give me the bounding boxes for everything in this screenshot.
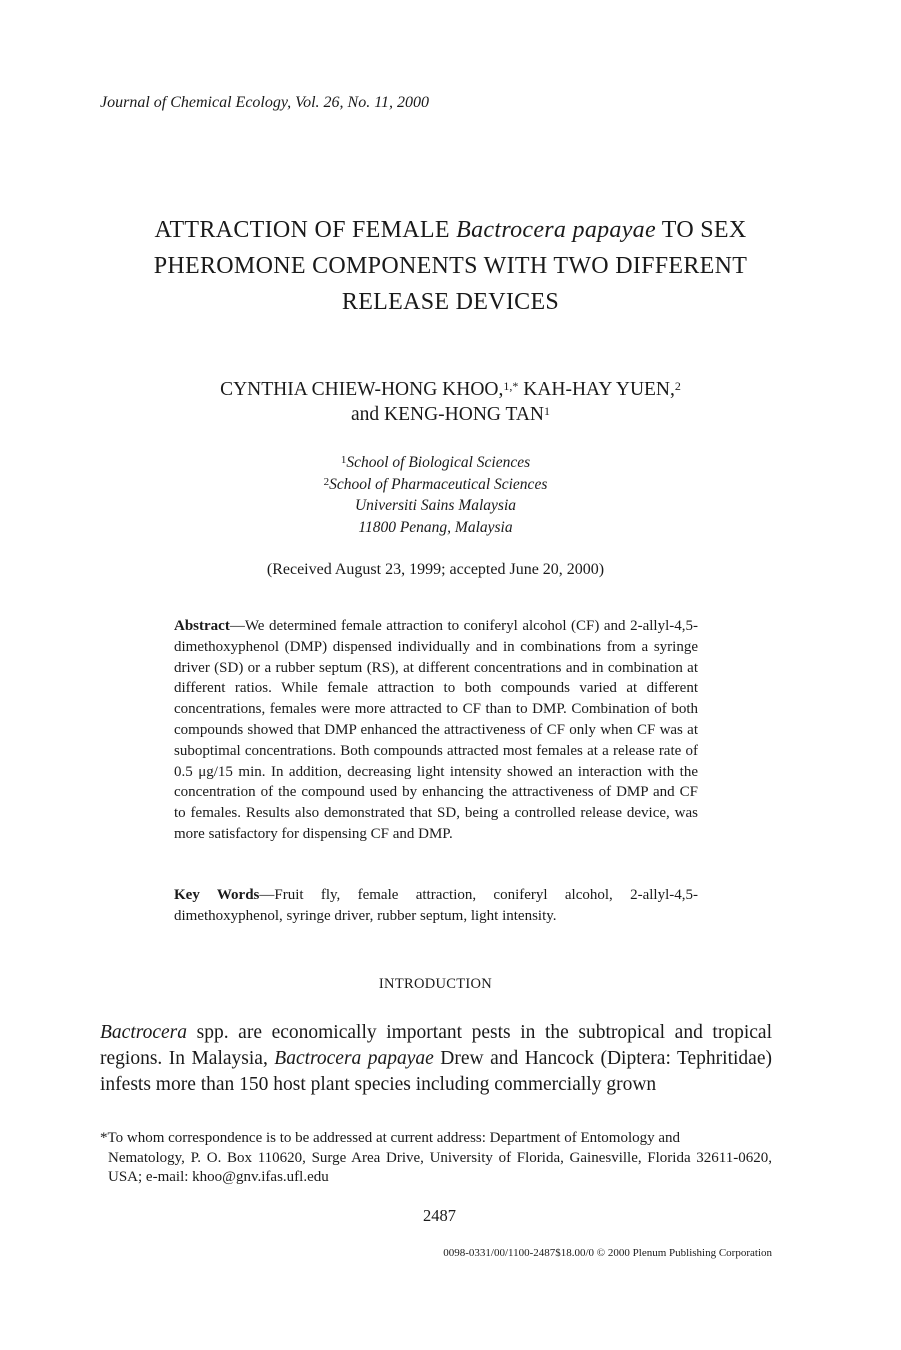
intro-genus: Bactrocera [100, 1022, 187, 1043]
paper-title [0, 212, 901, 320]
introduction-paragraph [100, 1020, 772, 1098]
author-list [0, 377, 871, 427]
intro-species: Bactrocera papayae [274, 1048, 434, 1069]
intro-text-2: Drew and Hancock (Diptera: Tephritidae) infests more than 150 host plant species including commercially grown [100, 1048, 772, 1095]
author-3-affil-mark: 1 [544, 404, 551, 418]
abstract-text: —We determined female attraction to coniferyl alcohol (CF) and 2-allyl-4,5-dimethoxyphenol (DMP) dispensed individually and in combinations from a syringe driver (SD) or a rubber septum (RS), at different concentrations and in combination at different ratios. While female attraction to both compounds varied at different concentrations, females were more attracted to CF than to DMP. Combination of both compounds showed that DMP enhanced the attractiveness of CF only when CF was at suboptimal concentrations. Both compounds attracted most females at a release rate of 0.5 μg/15 min. In addition, decreasing light intensity showed an interaction with the concentration of the compound used by enhancing the attractiveness of DMP and CF to females. Results also demonstrated that SD, being a controlled release device, was more satisfactory for dispensing CF and DMP. [174, 618, 698, 842]
key-words-label: Key Words [174, 887, 260, 903]
correspondence-footnote [100, 1129, 772, 1188]
affil-address: 11800 Penang, Malaysia [358, 518, 513, 536]
affiliations [0, 452, 871, 538]
page-number: 2487 [423, 1206, 456, 1225]
title-species: Bactrocera papayae [456, 217, 656, 243]
author-2: KAH-HAY YUEN, [523, 379, 675, 400]
affil-1-mark: 1 [340, 454, 347, 466]
title-line1-start: ATTRACTION OF FEMALE [154, 217, 450, 243]
title-line3: RELEASE DEVICES [341, 289, 560, 315]
key-words-text: —Fruit fly, female attraction, coniferyl alcohol, 2-allyl-4,5-dimethoxyphenol, syringe driver, rubber septum, light intensity. [174, 887, 698, 924]
title-line1-end: TO SEX [661, 217, 747, 243]
affil-1: School of Biological Sciences [346, 454, 531, 471]
title-line2: PHEROMONE COMPONENTS WITH TWO DIFFERENT [153, 253, 748, 279]
affil-university: Universiti Sains Malaysia [354, 497, 517, 514]
section-heading-introduction: INTRODUCTION [378, 976, 493, 992]
affil-2: School of Pharmaceutical Sciences [329, 475, 548, 493]
abstract [174, 616, 698, 845]
copyright-line: 0098-0331/00/1100-2487$18.00/0 © 2000 Plenum Publishing Corporation [443, 1247, 772, 1259]
author-2-affil-mark: 2 [674, 379, 681, 393]
intro-text-1: spp. are economically important pests in the subtropical and tropical regions. In Malaysia, [100, 1022, 772, 1069]
received-dates: (Received August 23, 1999; accepted June 20, 2000) [266, 561, 605, 578]
key-words [174, 885, 698, 927]
footnote-continued: Nematology, P. O. Box 110620, Surge Area Drive, University of Florida, Gainesville, Florida 32611-0620, USA; e-mail: khoo@gnv.ifas.ufl.edu [108, 1149, 772, 1185]
footnote-line-1: *To whom correspondence is to be addressed at current address: Department of Entomology and [100, 1130, 681, 1146]
author-1-affil-mark: 1,* [503, 379, 519, 393]
journal-citation: Journal of Chemical Ecology, Vol. 26, No. 11, 2000 [100, 94, 430, 111]
abstract-label: Abstract [174, 618, 230, 634]
author-3: and KENG-HONG TAN [350, 404, 545, 425]
affil-2-mark: 2 [323, 475, 330, 488]
author-1: CYNTHIA CHIEW-HONG KHOO, [220, 379, 504, 400]
